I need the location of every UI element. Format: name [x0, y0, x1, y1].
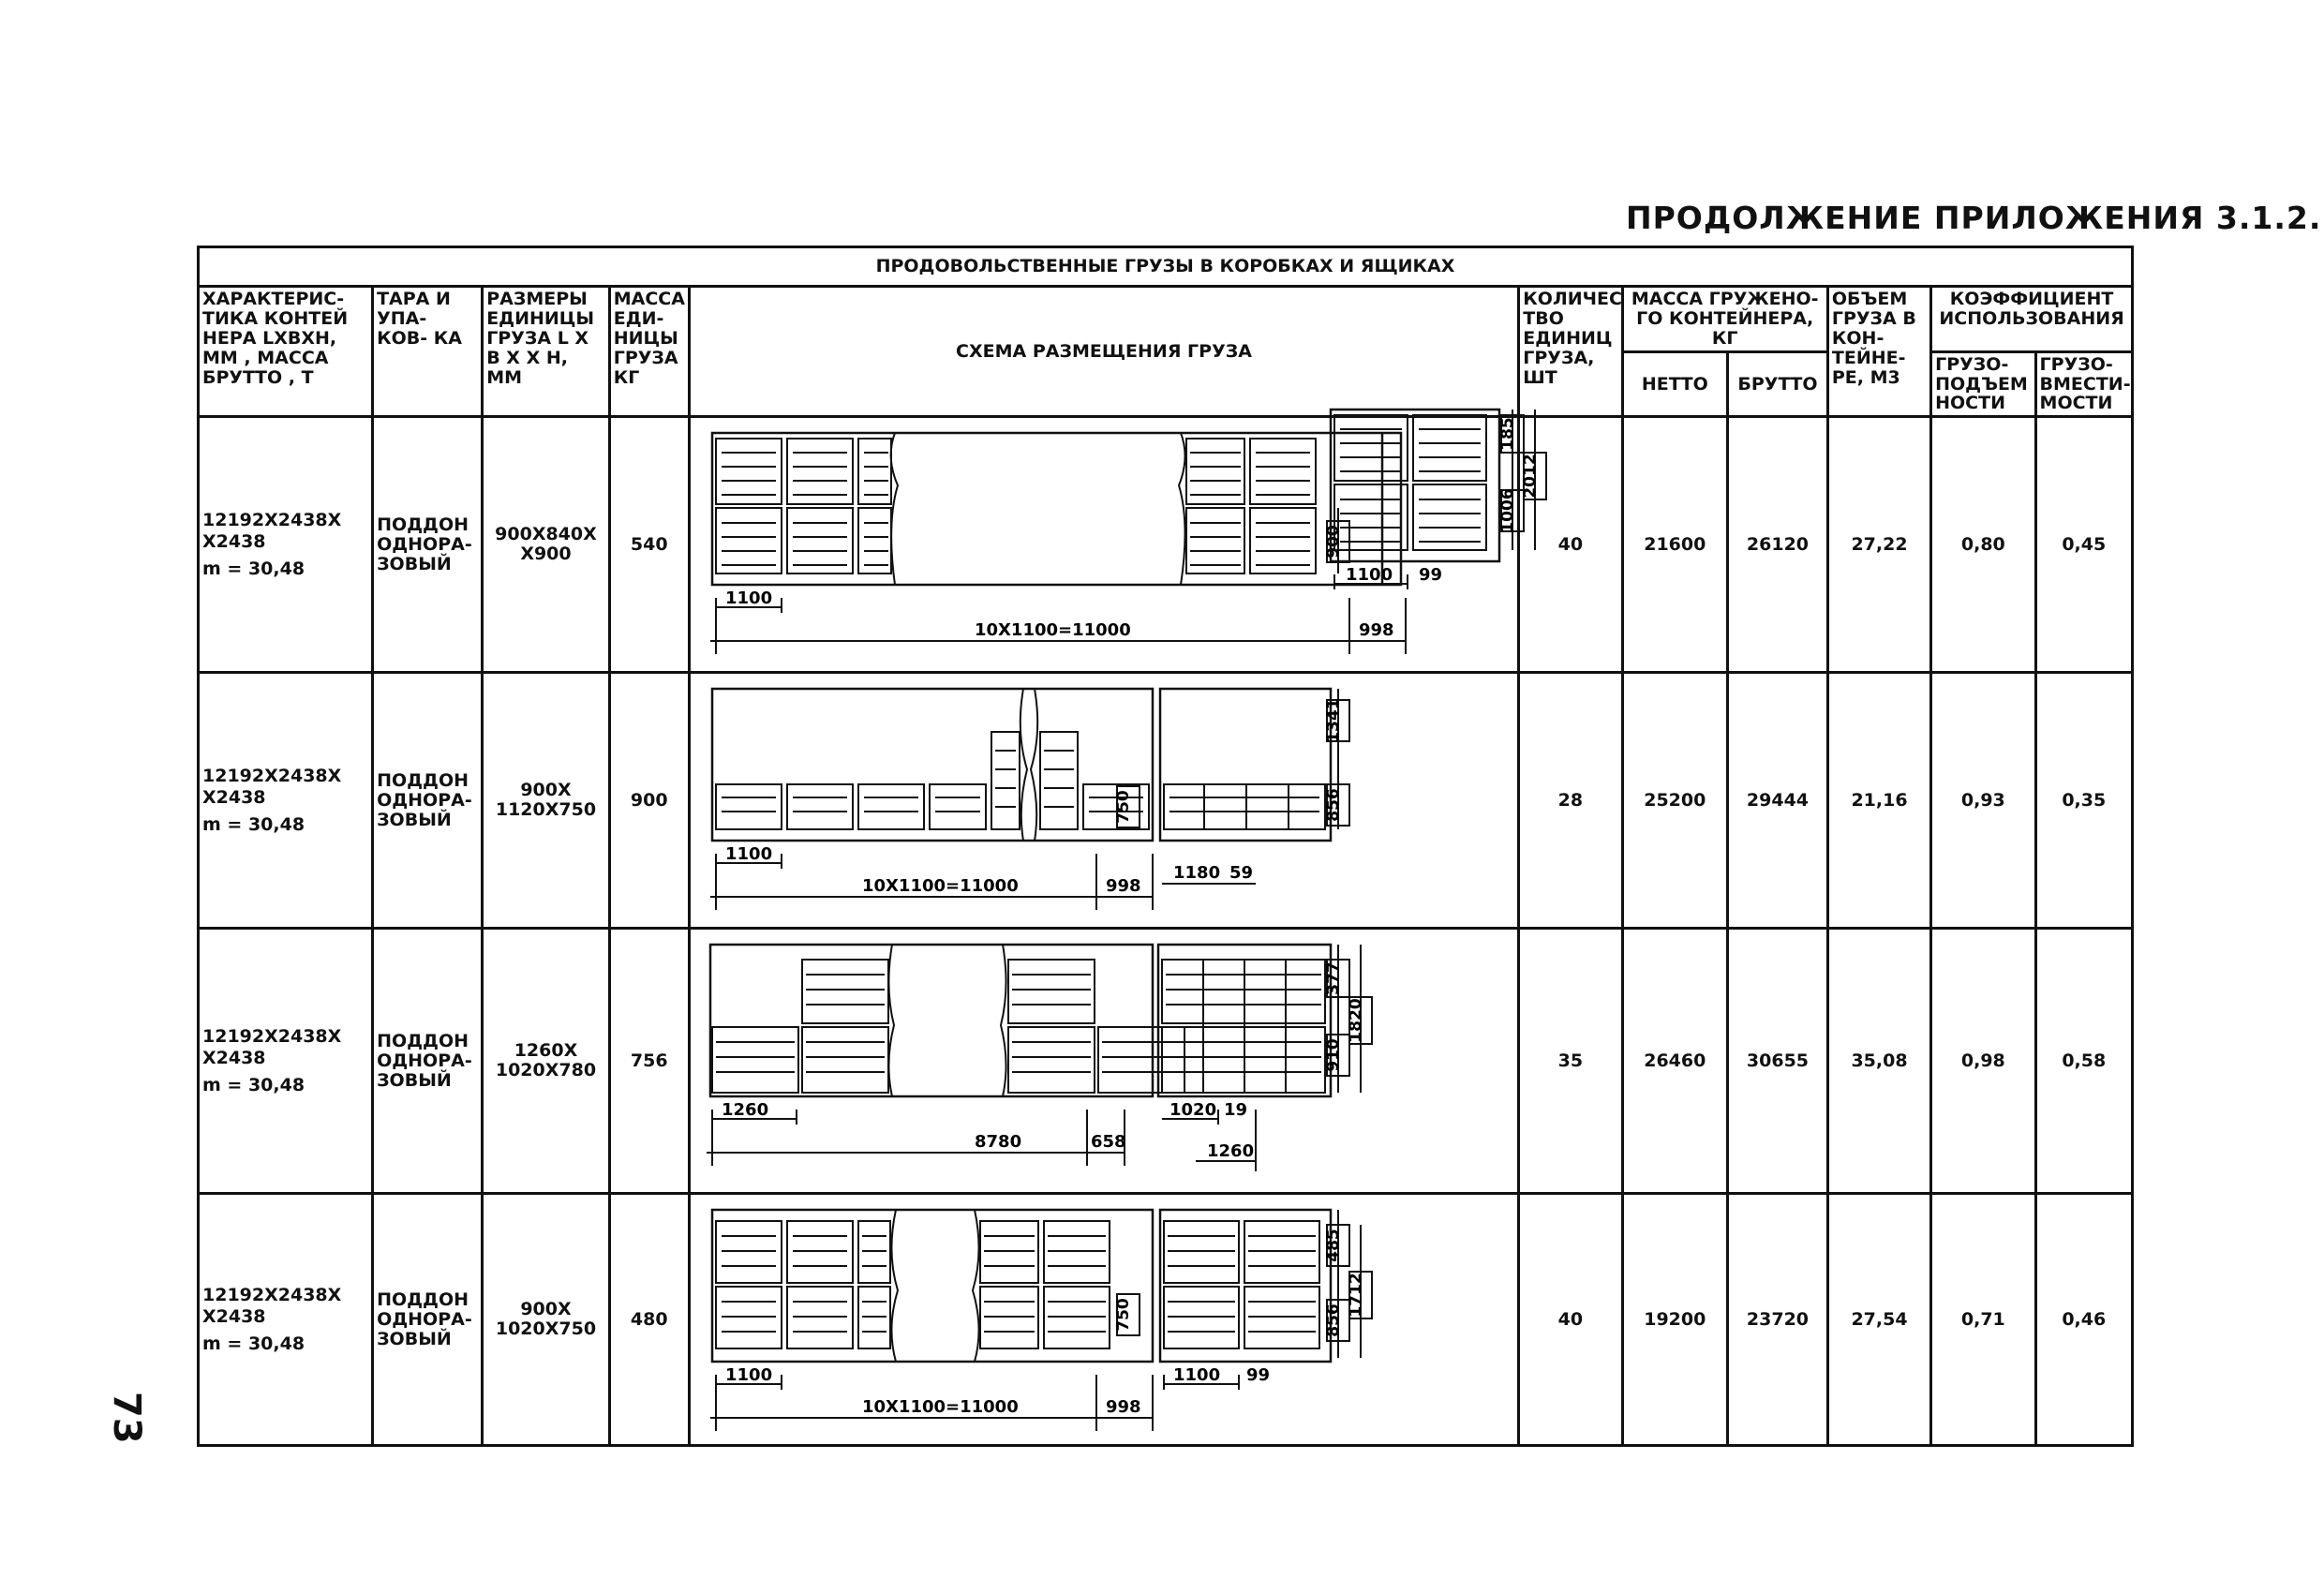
packaging-cell: ПОДДОН ОДНОРА- ЗОВЫЙ — [373, 417, 483, 673]
coef-volume-cell: 0,58 — [2035, 929, 2132, 1194]
pallet-stack-left — [716, 433, 898, 585]
container-mass: m = 30,48 — [202, 1333, 305, 1354]
side-dim-w: 1100 — [1346, 565, 1393, 585]
unit-mass-cell: 480 — [609, 1194, 689, 1446]
dim-end: 658 — [1090, 1132, 1126, 1153]
volume-cell: 21,16 — [1827, 673, 1930, 929]
table-row — [199, 929, 2133, 1194]
side-dim-w2: 1260 — [1206, 1141, 1254, 1162]
container-dims: 12192X2438X X2438 — [202, 766, 342, 808]
gross-mass-cell: 23720 — [1728, 1194, 1828, 1446]
appendix-title: ПРОДОЛЖЕНИЕ ПРИЛОЖЕНИЯ 3.1.2. — [1626, 200, 2322, 236]
header-unit-dims: РАЗМЕРЫ ЕДИНИЦЫ ГРУЗА L X B X X H, ММ — [483, 287, 610, 417]
quantity-cell: 40 — [1519, 1194, 1622, 1446]
side-dim-h2: 856 — [1323, 1304, 1343, 1338]
dim-end: 998 — [1105, 876, 1141, 897]
loading-scheme-diagram — [693, 931, 1416, 1190]
header-net: НЕТТО — [1622, 351, 1728, 417]
container-mass: m = 30,48 — [202, 1074, 305, 1095]
side-dim-gap: 99 — [1419, 565, 1443, 585]
side-dim-w: 1100 — [1172, 1365, 1220, 1386]
dim-height: 900 — [1323, 525, 1343, 559]
header-scheme: СХЕМА РАЗМЕЩЕНИЯ ГРУЗА — [689, 287, 1519, 417]
side-dim-h1: 485 — [1323, 1229, 1343, 1263]
dim-first: 1100 — [724, 1365, 772, 1386]
quantity-cell: 40 — [1519, 417, 1622, 673]
scheme-cell — [689, 673, 1519, 929]
coef-capacity-cell: 0,71 — [1931, 1194, 2035, 1446]
dim-first: 1260 — [721, 1100, 768, 1121]
side-dim-h1: 185 — [1498, 417, 1517, 451]
side-dim-h2: 910 — [1323, 1038, 1343, 1073]
table-row — [199, 673, 2133, 929]
pallet-stack — [716, 1210, 1319, 1362]
volume-cell: 35,08 — [1827, 929, 1930, 1194]
pallet-row — [716, 689, 1325, 841]
side-dim-h1: 377 — [1323, 961, 1343, 996]
side-dim-h3: 1712 — [1346, 1273, 1365, 1318]
coef-volume-cell: 0,45 — [2035, 417, 2132, 673]
loading-scheme-diagram — [693, 676, 1416, 925]
dim-total: 10X1100=11000 — [861, 1397, 1019, 1418]
gross-mass-cell: 30655 — [1728, 929, 1828, 1194]
header-packaging: ТАРА И УПА- КОВ- КА — [373, 287, 483, 417]
dim-height: 750 — [1113, 1298, 1133, 1333]
side-dim-h1: 1341 — [1323, 698, 1343, 744]
net-mass-cell: 26460 — [1622, 929, 1728, 1194]
unit-dims-cell: 900X 1020X750 — [483, 1194, 610, 1446]
packaging-cell: ПОДДОН ОДНОРА- ЗОВЫЙ — [373, 929, 483, 1194]
unit-dims-cell: 900X 1120X750 — [483, 673, 610, 929]
container-mass: m = 30,48 — [202, 813, 305, 835]
coef-capacity-cell: 0,93 — [1931, 673, 2035, 929]
coef-capacity-cell: 0,80 — [1931, 417, 2035, 673]
unit-dims-cell: 1260X 1020X780 — [483, 929, 610, 1194]
side-dim-h2: 1006 — [1498, 488, 1517, 533]
header-coef-volume: ГРУЗО- ВМЕСТИ- МОСТИ — [2035, 351, 2132, 417]
header-loaded-mass: МАССА ГРУЖЕНО- ГО КОНТЕЙНЕРА, КГ — [1622, 287, 1827, 352]
dim-first: 1100 — [724, 844, 772, 865]
container-dims: 12192X2438X X2438 — [202, 510, 342, 552]
dim-height: 750 — [1113, 790, 1133, 825]
side-dim-gap: 99 — [1245, 1365, 1270, 1386]
page-number: 73 — [105, 1392, 148, 1444]
dim-end: 998 — [1105, 1397, 1141, 1418]
dim-total: 8780 — [974, 1132, 1021, 1153]
side-dim-gap: 19 — [1223, 1100, 1247, 1121]
end-view-row1 — [1059, 396, 1621, 646]
header-volume: ОБЪЕМ ГРУЗА В КОН- ТЕЙНЕ- РЕ, М3 — [1827, 287, 1930, 417]
header-coefficient: КОЭФФИЦИЕНТ ИСПОЛЬЗОВАНИЯ — [1931, 287, 2133, 352]
dim-end: 998 — [1358, 620, 1394, 641]
container-mass: m = 30,48 — [202, 558, 305, 579]
coef-capacity-cell: 0,98 — [1931, 929, 2035, 1194]
volume-cell: 27,54 — [1827, 1194, 1930, 1446]
scheme-cell — [689, 1194, 1519, 1446]
container-cell — [199, 1194, 373, 1446]
header-quantity: КОЛИЧЕС ТВО ЕДИНИЦ ГРУЗА, ШТ — [1519, 287, 1622, 417]
unit-mass-cell: 756 — [609, 929, 689, 1194]
dim-total: 10X1100=11000 — [974, 620, 1131, 641]
coef-volume-cell: 0,46 — [2035, 1194, 2132, 1446]
net-mass-cell: 19200 — [1622, 1194, 1728, 1446]
side-dim-h3: 2012 — [1521, 454, 1540, 499]
volume-cell: 27,22 — [1827, 417, 1930, 673]
dim-total: 10X1100=11000 — [861, 876, 1019, 897]
quantity-cell: 35 — [1519, 929, 1622, 1194]
loading-scheme-diagram — [693, 1197, 1416, 1442]
coef-volume-cell: 0,35 — [2035, 673, 2132, 929]
table-caption: ПРОДОВОЛЬСТВЕННЫЕ ГРУЗЫ В КОРОБКАХ И ЯЩИКАХ — [199, 247, 2133, 287]
side-dim-h2: 856 — [1323, 788, 1343, 823]
unit-mass-cell: 900 — [609, 673, 689, 929]
packaging-cell: ПОДДОН ОДНОРА- ЗОВЫЙ — [373, 1194, 483, 1446]
header-container: ХАРАКТЕРИС- ТИКА КОНТЕЙ НЕРА LXBXH, ММ , МАССА БРУТТО , Т — [199, 287, 373, 417]
gross-mass-cell: 26120 — [1728, 417, 1828, 673]
header-gross: БРУТТО — [1728, 351, 1828, 417]
quantity-cell: 28 — [1519, 673, 1622, 929]
net-mass-cell: 25200 — [1622, 673, 1728, 929]
header-unit-mass: МАССА ЕДИ- НИЦЫ ГРУЗА КГ — [609, 287, 689, 417]
table-row — [199, 1194, 2133, 1446]
side-dim-w: 1020 — [1169, 1100, 1216, 1121]
side-dim-h3: 1820 — [1346, 998, 1365, 1044]
pallet-stack — [712, 945, 1325, 1096]
net-mass-cell: 21600 — [1622, 417, 1728, 673]
scheme-cell — [689, 929, 1519, 1194]
unit-dims-cell: 900X840X X900 — [483, 417, 610, 673]
dim-first: 1100 — [724, 588, 772, 609]
container-dims: 12192X2438X X2438 — [202, 1026, 342, 1068]
container-dims: 12192X2438X X2438 — [202, 1285, 342, 1327]
gross-mass-cell: 29444 — [1728, 673, 1828, 929]
unit-mass-cell: 540 — [609, 417, 689, 673]
side-dim-w: 1180 — [1172, 863, 1220, 884]
container-cell — [199, 417, 373, 673]
packaging-cell: ПОДДОН ОДНОРА- ЗОВЫЙ — [373, 673, 483, 929]
side-dim-gap: 59 — [1229, 863, 1253, 884]
header-coef-capacity: ГРУЗО- ПОДЪЕМ НОСТИ — [1931, 351, 2035, 417]
container-cell — [199, 929, 373, 1194]
container-cell — [199, 673, 373, 929]
